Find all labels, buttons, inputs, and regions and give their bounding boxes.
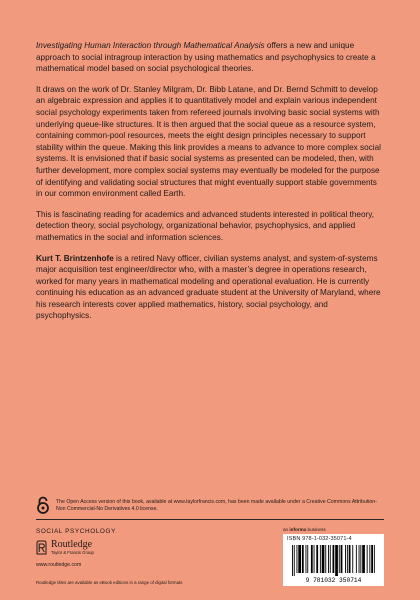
blurb-paragraph-1	[36, 40, 384, 75]
barcode-bar	[356, 545, 357, 573]
barcode-bar	[374, 545, 375, 573]
barcode-bar	[349, 545, 351, 573]
book-title: Investigating Human Interaction through Mathematical Analysis	[36, 41, 265, 50]
barcode-bar	[297, 545, 298, 573]
barcode-bar	[325, 545, 326, 573]
barcode-bar	[298, 545, 301, 573]
publisher-website[interactable]: www.routledge.com	[36, 562, 82, 568]
blurb-paragraph-3: This is fascinating reading for academics and advanced students interested in political theory, detection theory, social psychology, organizational behavior, psychophysics, and applied mathematics in the social and information sciences.	[36, 209, 374, 242]
barcode-bar	[311, 545, 313, 573]
barcode-bar	[362, 545, 365, 573]
isbn-number: ISBN 978-1-032-35071-4	[287, 536, 352, 542]
barcode-bar	[341, 545, 343, 573]
barcode-bar	[339, 545, 340, 573]
publisher-logo	[36, 540, 94, 555]
ebook-note: Routledge titles are available as eBook editions in a range of digital formats	[36, 580, 183, 585]
barcode-bar	[330, 545, 331, 573]
barcode-bar	[360, 545, 361, 573]
blurb-paragraph-2: It draws on the work of Dr. Stanley Milgram, Dr. Bibb Latane, and Dr. Bernd Schmitt to develop an algebraic expression and applies it to quantitatively model and explain various independent social psychology experiments taken from refereed journals involving basic social systems with underlying queue-like structures. It is then argued that the social queue as a resource system, containing common-pool resources, meets the eight design principles necessary to support stability within the queue. Making this link provides a means to advance to more complex social systems. It is envisioned that if basic social systems as presented can be modeled, then, with further development, more complex social systems may eventually be modeled for the purpose of identifying and validating social structures that might eventually support stable governments in our common environment called Earth.	[36, 84, 381, 199]
barcode-bar	[306, 545, 307, 573]
informa-brand: informa	[289, 527, 307, 532]
barcode-bar	[316, 545, 318, 573]
barcode-bar	[369, 545, 370, 573]
barcode-bar	[367, 545, 368, 573]
barcode-bar	[292, 545, 293, 576]
barcode-bar	[347, 545, 348, 573]
open-access-lock-icon	[36, 496, 50, 514]
open-access-notice	[36, 496, 384, 514]
author-bio	[36, 253, 384, 323]
barcode-bar	[307, 545, 308, 573]
barcode-bar	[335, 545, 338, 576]
publisher-group: Taylor & Francis Group	[51, 550, 94, 555]
barcode-digits: 9 781032 350714	[305, 577, 362, 584]
author-name: Kurt T. Brintzenhofe	[36, 253, 114, 263]
barcode-bar	[314, 545, 315, 573]
barcode-bar	[371, 545, 373, 573]
footer-divider	[36, 519, 384, 520]
blurb-paragraph-1-text: offers a new and unique approach to social intragroup interaction by using mathematics and psychophysics to create a mathematical model based on social psychological theories.	[36, 41, 376, 74]
barcode-bar	[333, 545, 335, 573]
barcode-bar	[302, 545, 304, 573]
barcode-bar	[320, 545, 321, 573]
barcode-bars	[292, 545, 375, 576]
informa-suffix: business	[306, 527, 326, 532]
barcode	[287, 544, 380, 584]
author-bio-text: is a retired Navy officer, civilian systems analyst, and system-of-systems major acquisition test engineer/director who, with a master’s degree in operations research, worked for many years in mathematical modeling and operational evaluation. He is currently continuing his education as an advanced graduate student at the University of Maryland, where his research interests cover applied mathematics, history, social psychology, and psychophysics.	[36, 253, 381, 321]
blurb	[36, 40, 384, 331]
barcode-bar	[352, 545, 353, 573]
informa-prefix: an	[283, 527, 290, 532]
barcode-box	[283, 534, 384, 586]
informa-business-label	[283, 527, 326, 532]
barcode-bar	[359, 545, 360, 573]
routledge-logo-icon	[36, 540, 47, 555]
barcode-bar	[328, 545, 329, 573]
publisher-name: Routledge	[51, 539, 93, 550]
barcode-bar	[345, 545, 346, 573]
barcode-bar	[294, 545, 295, 576]
subject-category: SOCIAL PSYCHOLOGY	[36, 528, 116, 535]
barcode-bar	[322, 545, 325, 573]
open-access-text: The Open Access version of this book, available at www.taylorfrancis.com, has been made available under a Creative Commons Attribution-Non Commercial-No Derivatives 4.0 license.	[56, 499, 377, 512]
